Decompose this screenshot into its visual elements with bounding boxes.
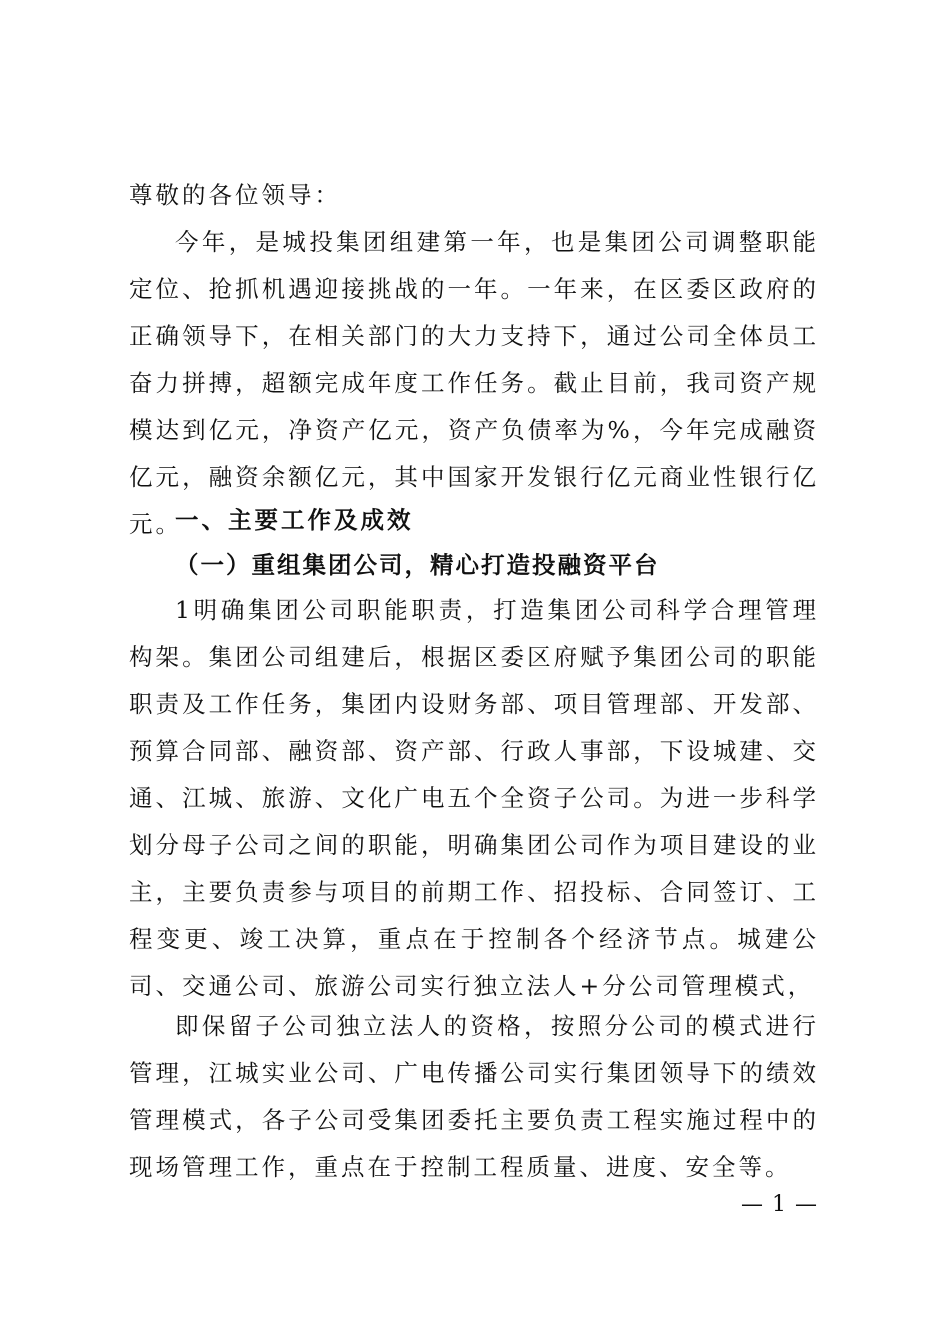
page-number: — 1 —	[741, 1192, 818, 1217]
intro-paragraph: 今年，是城投集团组建第一年，也是集团公司调整职能定位、抢抓机遇迎接挑战的一年。一年来，在区委区政府的正确领导下，在相关部门的大力支持下，通过公司全体员工奋力拼搏，超额完成年度工作任务。截止目前，我司资产规模达到亿元，净资产亿元，资产负债率为%，今年完成融资亿元，融资余额亿元，其中国家开发银行亿元商业性银行亿元。	[129, 228, 819, 538]
subsection-heading-restructure: （一）重组集团公司，精心打造投融资平台	[175, 551, 660, 579]
continuation-paragraph: 即保留子公司独立法人的资格，按照分公司的模式进行管理，江城实业公司、广电传播公司实行集团领导下的绩效管理模式，各子公司受集团委托主要负责工程实施过程中的现场管理工作，重点在于控制工程质量、进度、安全等。	[129, 1012, 819, 1181]
item-1-paragraph: 1明确集团公司职能职责，打造集团公司科学合理管理构架。集团公司组建后，根据区委区府赋予集团公司的职能职责及工作任务，集团内设财务部、项目管理部、开发部、预算合同部、融资部、资产部、行政人事部，下设城建、交通、江城、旅游、文化广电五个全资子公司。为进一步科学划分母子公司之间的职能，明确集团公司作为项目建设的业主，主要负责参与项目的前期工作、招投标、合同签订、工程变更、竣工决算，重点在于控制各个经济节点。城建公司、交通公司、旅游公司实行独立法人+分公司管理模式，	[129, 596, 819, 1000]
salutation: 尊敬的各位领导：	[129, 181, 341, 209]
section-heading-main-work: 一、主要工作及成效	[175, 506, 414, 534]
